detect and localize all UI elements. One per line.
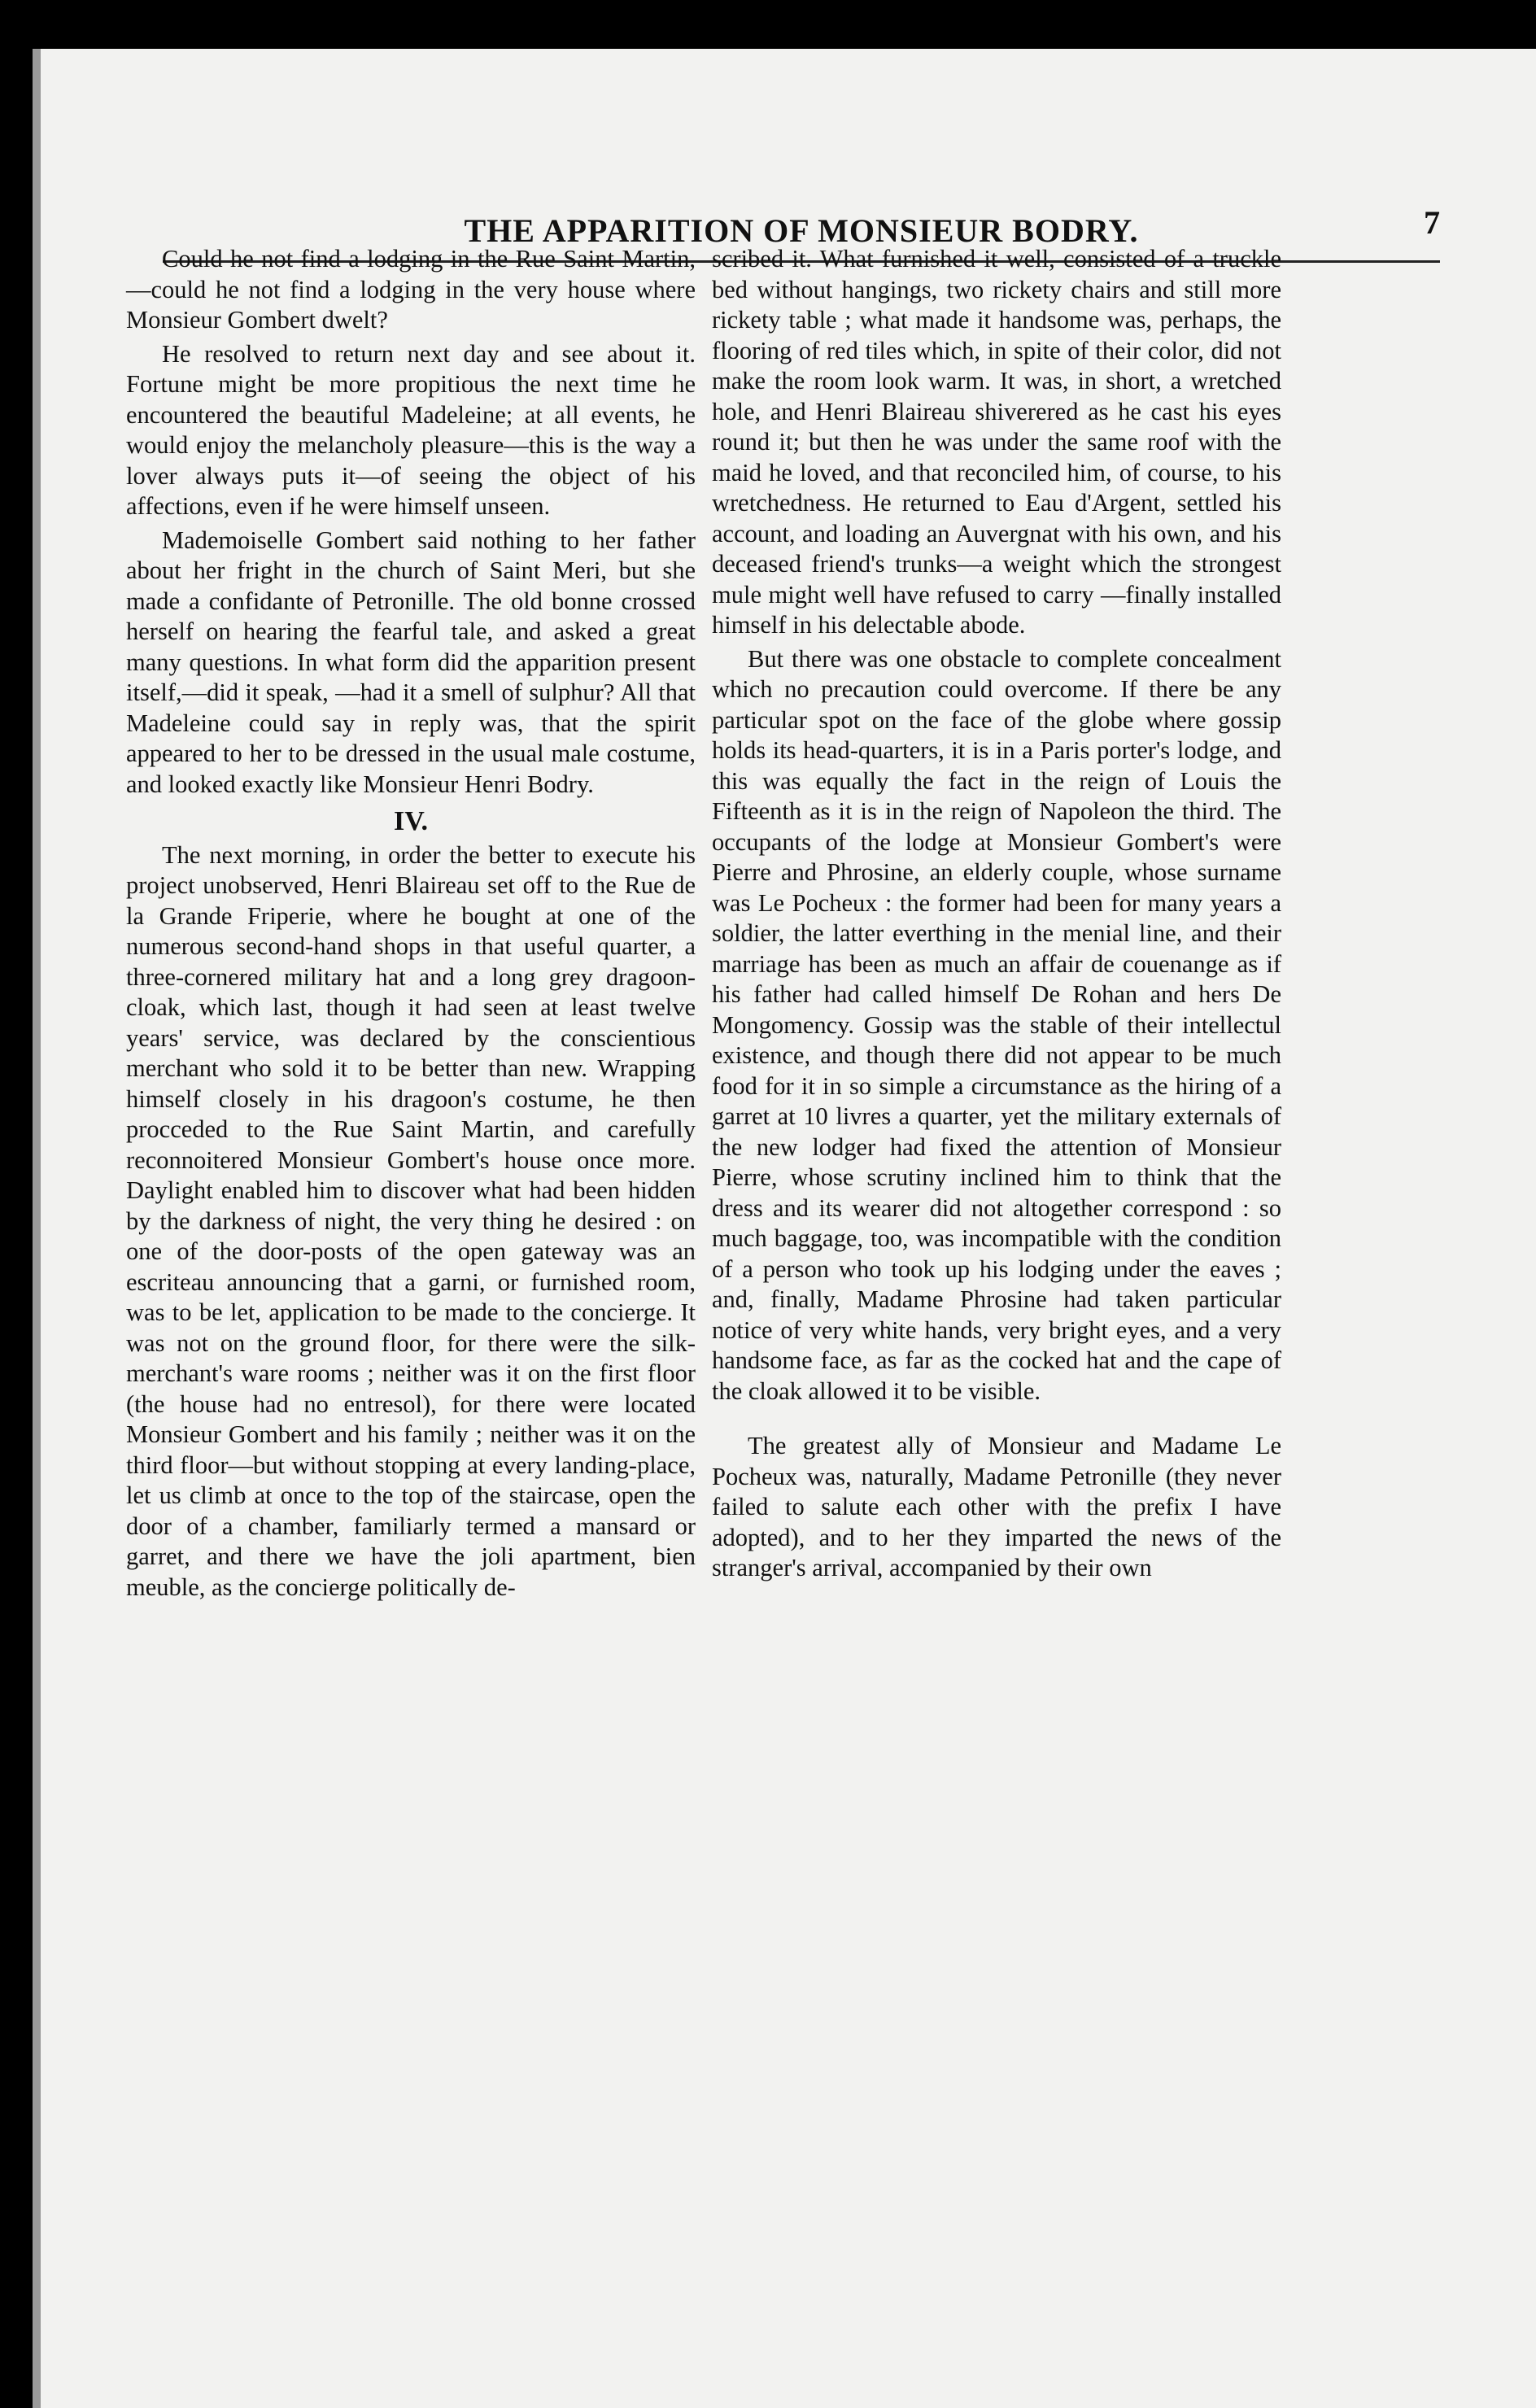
paragraph: Mademoiselle Gombert said nothing to her father about her fright in the church of Saint Meri, but she made a confidante of Petronille. The old bonne crossed herself on hearing the fearful tale, and asked a great many questions. In what form did the apparition present itself,—did it speak, —had it a smell of sulphur? All that Madeleine could say in reply was, that the spirit appeared to her to be dressed in the usual male costume, and looked exactly like Monsieur Henri Bodry. (126, 526, 696, 798)
right-column (712, 244, 1281, 1584)
paragraph: But there was one obstacle to complete concealment which no precaution could overcome. If there be any particular spot on the face of the globe where gossip holds its head-quarters, it is in a Paris porter's lodge, and this was equally the fact in the reign of Louis the Fifteenth as it is in the reign of Napoleon the third. The occupants of the lodge at Monsieur Gombert's were Pierre and Phrosine, an elderly couple, whose surname was Le Pocheux : the former had been for many years a soldier, the latter everthing in the menial line, and their marriage has been as much an affair de couenange as if his father had called himself De Rohan and hers De Mongomency. Gossip was the stable of their intellectul existence, and though there did not appear to be much food for it in so simple a circumstance as the hiring of a garret at 10 livres a quarter, yet the military externals of the new lodger had fixed the attention of Monsieur Pierre, whose scrutiny inclined him to think that the dress and its wearer did not altogether correspond : so much baggage, too, was incompatible with the condition of a person who took up his lodging under the eaves ; and, finally, Madame Phrosine had taken particular notice of very white hands, very bright eyes, and a very handsome face, as far as the cocked hat and the cape of the cloak allowed it to be visible. (712, 644, 1281, 1405)
paragraph: He resolved to return next day and see about it. Fortune might be more propitious the next time he encountered the beautiful Madeleine; at all events, he would enjoy the melancholy pleasure—this is the way a lover always puts it—of seeing the object of his affections, even if he were himself unseen. (126, 339, 696, 520)
section-heading: IV. (394, 806, 428, 836)
paragraph: The next morning, in order the better to execute his project unobserved, Henri Blaireau set off to the Rue de la Grande Friperie, where he bought at one of the numerous second-hand shops in that useful quarter, a three-cornered military hat and a long grey dragoon-cloak, which last, though it had seen at least twelve years' service, was declared by the conscientious merchant who sold it to be better than new. Wrapping himself closely in his dragoon's costume, he then procceded to the Rue Saint Martin, and carefully reconnoitered Monsieur Gombert's house once more. Daylight enabled him to discover what had been hidden by the darkness of night, the very thing he desired : on one of the door-posts of the open gateway was an escriteau announcing that a garni, or furnished room, was to be let, application to be made to the concierge. It was not on the ground floor, for there were the silk-merchant's ware rooms ; neither was it on the first floor (the house had no entresol), for there were located Monsieur Gombert and his family ; neither was it on the third floor—but without stopping at every landing-place, let us climb at once to the top of the staircase, open the door of a chamber, familiarly termed a mansard or garret, and there we have the joli apartment, bien meuble, as the concierge politically de- (126, 840, 696, 1601)
paragraph-gap (712, 1407, 1281, 1431)
paragraph: The greatest ally of Monsieur and Madame Le Pocheux was, naturally, Madame Petronille (they never failed to salute each other with the prefix I have adopted), and to her they imparted the news of the stranger's arrival, accompanied by their own (712, 1432, 1281, 1581)
left-column (126, 244, 696, 1603)
page-number: 7 (1424, 204, 1440, 241)
paragraph: scribed it. What furnished it well, consisted of a truckle bed without hangings, two rickety chairs and still more rickety table ; what made it handsome was, perhaps, the flooring of red tiles which, in spite of their color, did not make the room look warm. It was, in short, a wretched hole, and Henri Blaireau shiverered as he cast his eyes round it; but then he was under the same roof with the maid he loved, and that reconciled him, of course, to his wretchedness. He returned to Eau d'Argent, settled his account, and loading an Auvergnat with his own, and his deceased friend's trunks—a weight which the strongest mule might well have refused to carry —finally installed himself in his delectable abode. (712, 245, 1281, 639)
paragraph: Could he not find a lodging in the Rue Saint Martin,—could he not find a lodging in the very house where Monsieur Gombert dwelt? (126, 245, 696, 334)
running-title: THE APPARITION OF MONSIEUR BODRY. (464, 212, 1139, 249)
